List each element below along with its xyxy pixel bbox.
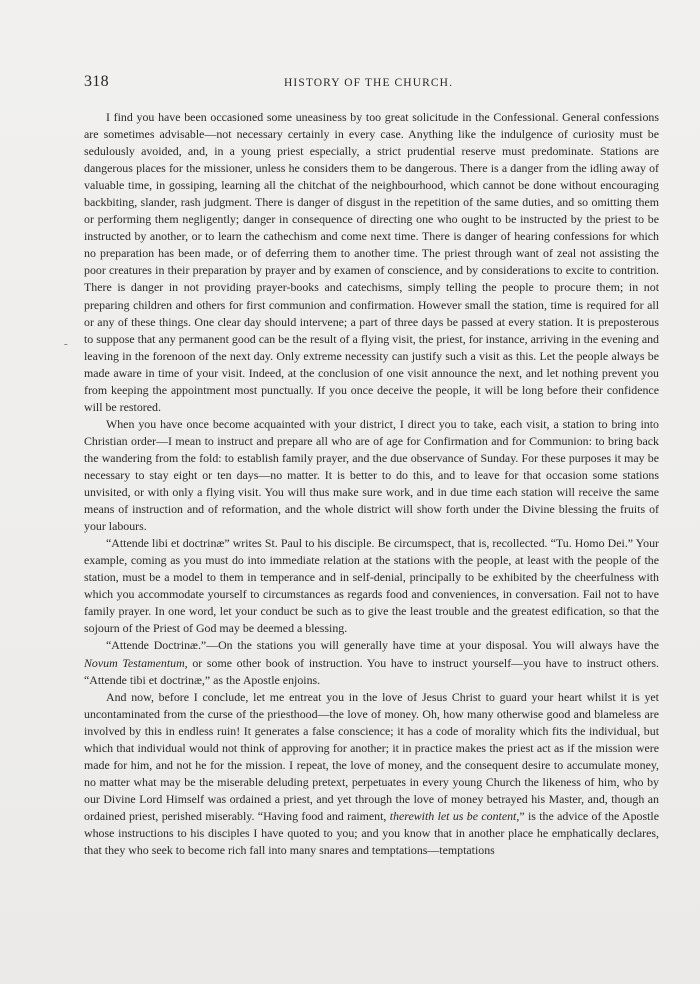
paragraph-district-instruction: When you have once become acquainted with your district, I direct you to take, each visit, a station to bring into Christian order—I mean to instruct and prepare all who are of age for Confirmation and for Communion: to bring back the wandering from the fold: to establish family prayer, and the due observance of Sunday. For these purposes it may be necessary to stay eight or ten days—no matter. It is better to do this, and to leave for that occasion some stations unvisited, or with only a flying visit. You will thus make sure work, and in due time each station will receive the same means of instruction and of reformation, and the whole district will show forth under the Divine blessing the fruits of your labours. <box>84 416 659 534</box>
italic-book-title: Novum Testamentum, <box>84 655 188 670</box>
paragraph-attende-doctrinae <box>84 637 659 688</box>
paragraph-text-segment: or some other book of instruction. You have to instruct yourself—you have to instruct others. “Attende tibi et doctrinæ,” as the Apostle enjoins. <box>84 655 659 687</box>
paragraph-text-segment: And now, before I conclude, let me entreat you in the love of Jesus Christ to guard your heart whilst it is yet uncontaminated from the curse of the priesthood—the love of money. Oh, how many otherwise good and blameless are involved by this in endless ruin! It generates a false conscience; it has a code of morality which fits the individual, but which that individual would not think of approving for another; it in practice makes the priest act as if the mission were made for him, and not he for the mission. I repeat, the love of money, and the consequent desire to accumulate money, no matter what may be the miserable deluding pretext, perpetuates in every young Church the likeness of him, who by our Divine Lord Himself was ordained a priest, and yet through the love of money betrayed his Master, and, though an ordained priest, perished miserably. “Having food and raiment, <box>84 689 659 823</box>
body-text <box>84 109 659 859</box>
running-head: HISTORY OF THE CHURCH. <box>284 77 454 89</box>
paragraph-attende-libi: “Attende libi et doctrinæ” writes St. Paul to his disciple. Be circumspect, that is, recollected. “Tu. Homo Dei.” Your example, coming as you must do into immediate relation at the stations with the people, at least with the people of the station, must be a model to them in temperance and in self-denial, principally to be exhibited by the cheerfulness with which you accommodate yourself to circumstances as regards food and conveniences, in conversation. Fail not to have family prayer. In one word, let your conduct be such as to give the least trouble and the greatest edification, so that the sojourn of the Priest of God may be deemed a blessing. <box>84 536 659 636</box>
paragraph-text-segment: ” is the advice of the Apostle whose instructions to his disciples I have quoted to you; and you know that in another place he emphatically declares, that they who seek to become rich fall into many snares and temptations—temptations <box>84 808 659 858</box>
italic-quotation: therewith let us be content, <box>389 808 520 823</box>
page-number: 318 <box>84 73 109 90</box>
paragraph-text-segment: “Attende Doctrinæ.”—On the stations you will generally have time at your disposal. You will always have the <box>106 638 659 653</box>
paragraph-love-of-money <box>84 689 659 859</box>
paragraph-stations-dangers: I find you have been occasioned some uneasiness by too great solicitude in the Confessional. General confessions are sometimes advisable—not necessary certainly in every case. Anything like the indulgence of curiosity must be sedulously avoided, and, in a young priest especially, a strict prudential reserve must predominate. Stations are dangerous places for the missioner, unless he considers them to be dangerous. There is a danger from the idling away of valuable time, in gossiping, learning all the chitchat of the neighbourhood, which cannot be done without encouraging backbiting, slander, rash judgment. There is danger of disgust in the repetition of the same duties, and so omitting them or performing them negligently; danger in consequence of directing one who ought to be instructed by the priest to be instructed by another, or to learn the cathechism and come next time. There is danger of hearing confessions for which no preparation has been made, or of deferring them to another time. The priest through want of zeal not assisting the poor creatures in their preparation by prayer and by examen of conscience, and by considerations to excite to contrition. There is danger in not providing prayer-books and catechisms, simply telling the people to procure them; in not preparing children and others for first communion and confirmation. However small the station, time is required for all or any of these things. One clear day should intervene; a part of three days be passed at every station. It is preposterous to suppose that any permanent good can be the result of a flying visit, the priest, for instance, arriving in the evening and leaving in the forenoon of the next day. Only extreme necessity can justify such a visit as this. Let the people always be made aware in time of your visit. Indeed, at the conclusion of one visit announce the next, and let nothing prevent you from keeping the appointment most punctually. If you once deceive the people, it will be long before their confidence will be restored. <box>84 110 659 414</box>
page-header <box>84 73 659 95</box>
margin-mark: - <box>64 338 68 350</box>
